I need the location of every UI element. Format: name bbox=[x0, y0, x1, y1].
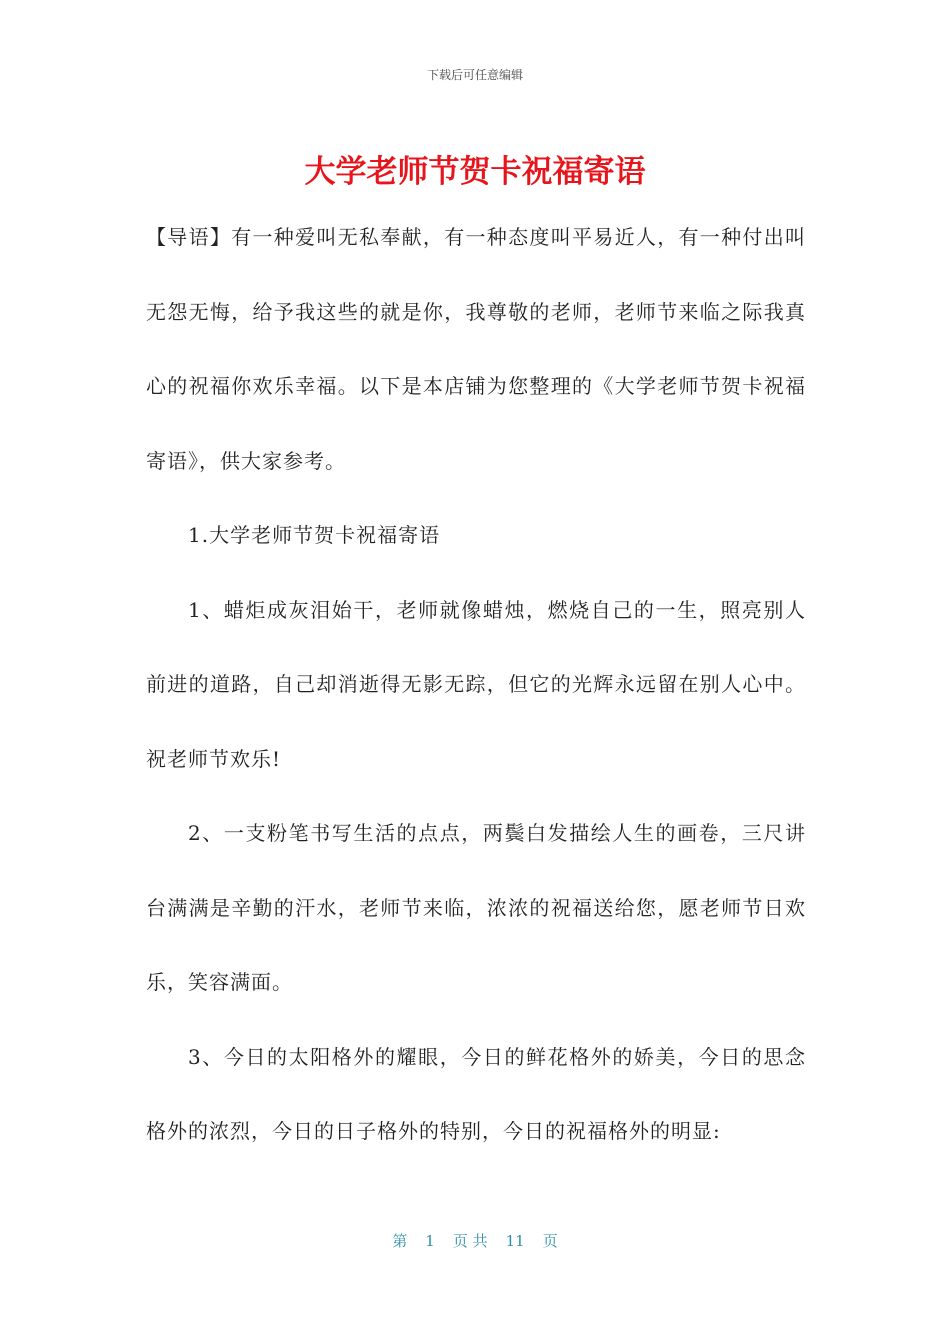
footer-middle: 页 共 bbox=[452, 1232, 488, 1250]
blessing-paragraph-3: 3、今日的太阳格外的耀眼，今日的鲜花格外的娇美，今日的思念格外的浓烈，今日的日子格外的特别，今日的祝福格外的明显: bbox=[146, 1044, 806, 1143]
footer-prefix: 第 bbox=[392, 1232, 408, 1250]
footer-suffix: 页 bbox=[542, 1232, 558, 1250]
blessing-paragraph-2: 2、一支粉笔书写生活的点点，两鬓白发描绘人生的画卷，三尺讲台满满是辛勤的汗水，老师节来临，浓浓的祝福送给您，愿老师节日欢乐，笑容满面。 bbox=[146, 821, 806, 994]
document-title: 大学老师节贺卡祝福寄语 bbox=[304, 154, 646, 190]
document-body bbox=[146, 200, 806, 1169]
blessing-paragraph-1: 1、蜡炬成灰泪始干，老师就像蜡烛，燃烧自己的一生，照亮别人前进的道路，自己却消逝得无影无踪，但它的光辉永远留在别人心中。祝老师节欢乐! bbox=[146, 597, 806, 771]
footer-page-number: 1 bbox=[425, 1232, 435, 1250]
section-heading: 1.大学老师节贺卡祝福寄语 bbox=[188, 523, 441, 547]
page-footer bbox=[0, 1230, 950, 1251]
intro-paragraph: 【导语】有一种爱叫无私奉献，有一种态度叫平易近人，有一种付出叫无怨无悔，给予我这些的就是你，我尊敬的老师，老师节来临之际我真心的祝福你欢乐幸福。以下是本店铺为您整理的《大学老师节贺卡祝福寄语》，供大家参考。 bbox=[146, 225, 806, 473]
header-note: 下载后可任意编辑 bbox=[426, 68, 523, 82]
footer-total-pages: 11 bbox=[505, 1232, 525, 1250]
